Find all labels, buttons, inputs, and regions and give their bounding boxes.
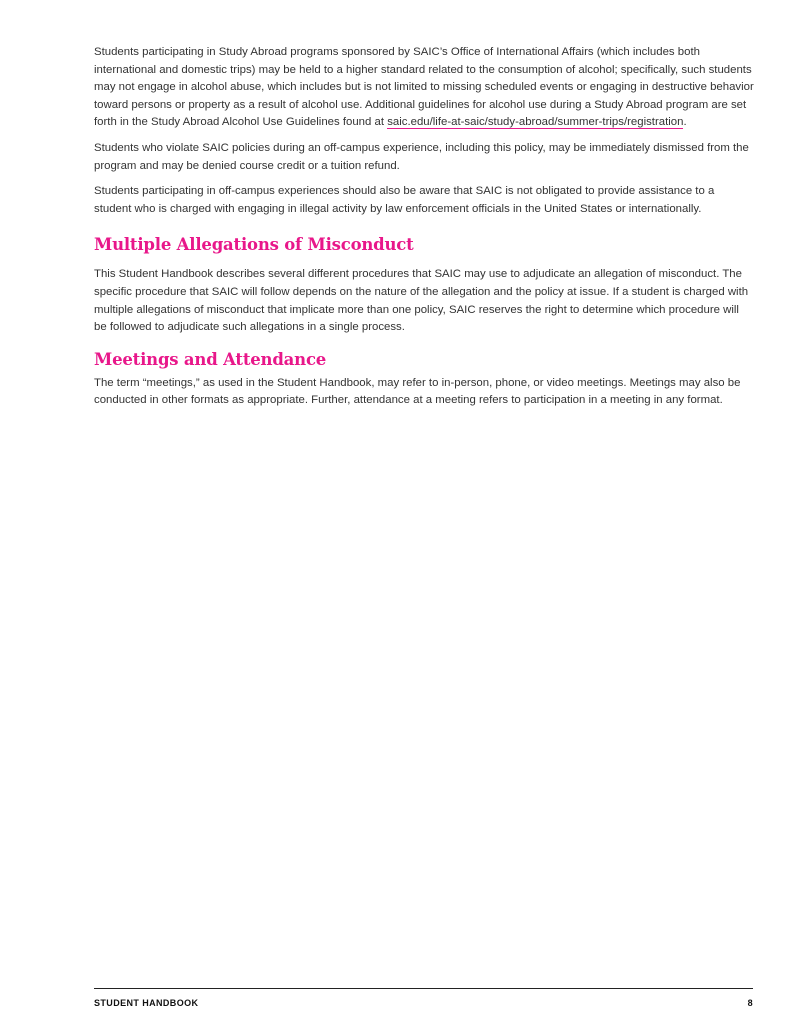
paragraph-multiple-allegations: This Student Handbook describes several different procedures that SAIC may use to adjudicate an allegation of misconduct. The specific procedure that SAIC will follow depends on the nature of the allegation and the policy at issue. If a student is charged with multiple allegations of misconduct that implicate more than one policy, SAIC reserves the right to determine which procedure will be followed to adjudicate such allegations in a single process. xyxy=(94,268,749,334)
heading-meetings-attendance: Meetings and Attendance xyxy=(94,349,327,369)
paragraph-legal-assistance: Students participating in off-campus experiences should also be aware that SAIC is not obligated to provide assistance to a student who is charged with engaging in illegal activity by law enforcement officials in the United States or internationally. xyxy=(94,185,715,215)
paragraph-study-abroad-alcohol xyxy=(94,44,754,132)
page-number: 8 xyxy=(747,998,753,1008)
paragraph-policy-violation: Students who violate SAIC policies during an off-campus experience, including this policy, may be immediately dismissed from the program and may be denied course credit or a tuition refund. xyxy=(94,141,749,172)
document-body xyxy=(94,44,754,418)
footer-divider xyxy=(94,988,753,989)
paragraph-period: . xyxy=(683,116,687,129)
paragraph-text: Students participating in Study Abroad programs sponsored by SAIC’s Office of International Affairs (which includes both international and domestic trips) may be held to a higher standard related to the consumption of alcohol; specifically, such students may not engage in alcohol abuse, which includes but is not limited to missing scheduled events or engaging in destructive behavior toward persons or property as a result of alcohol use. Additional guidelines for alcohol use during a Study Abroad program are set forth in the Study Abroad Alcohol Use Guidelines found at xyxy=(94,46,754,129)
heading-multiple-allegations: Multiple Allegations of Misconduct xyxy=(94,235,414,255)
registration-link[interactable]: saic.edu/life-at-saic/study-abroad/summer-trips/registration xyxy=(387,116,684,129)
footer-title: STUDENT HANDBOOK xyxy=(94,998,199,1008)
paragraph-meetings-attendance: The term “meetings,” as used in the Student Handbook, may refer to in-person, phone, or video meetings. Meetings may also be conducted in other formats as appropriate. Further, attendance at a meeting refers to participation in a meeting in any format. xyxy=(94,376,741,407)
